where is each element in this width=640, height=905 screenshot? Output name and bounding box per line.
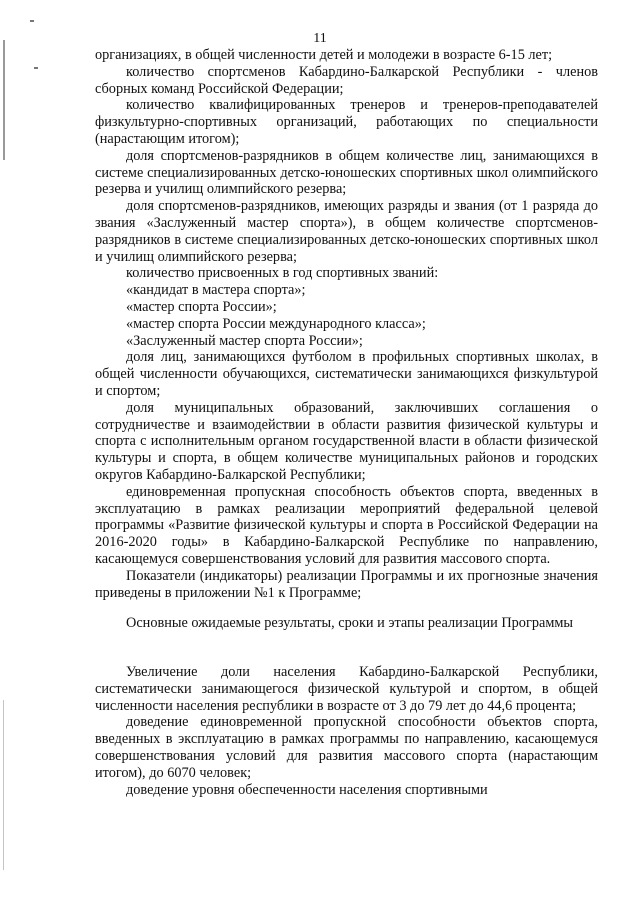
scan-mark — [30, 20, 34, 22]
paragraph: доля спортсменов-разрядников в общем количестве лиц, занимающихся в системе специализированных детско-юношеских спортивных школ олимпийского резерва и училищ олимпийского резерва; — [95, 147, 598, 198]
scan-edge-upper — [3, 40, 5, 160]
paragraph: доля спортсменов-разрядников, имеющих разряды и звания (от 1 разряда до звания «Заслуженный мастер спорта»), в общем количестве спортсменов-разрядников в системе специализированных детско-юношеских спортивных школ и училищ олимпийского резерва; — [95, 198, 598, 265]
list-item: «кандидат в мастера спорта»; — [126, 282, 306, 299]
section-heading: Основные ожидаемые результаты, сроки и этапы реализации Программы — [126, 615, 574, 632]
paragraph: количество присвоенных в год спортивных званий: — [126, 265, 439, 282]
paragraph: доведение уровня обеспеченности населения спортивными — [126, 781, 488, 798]
paragraph: доля муниципальных образований, заключивших соглашения о сотрудничестве и взаимодействии в области развития физической культуры и спорта с исполнительным органом государственной власти в области физической культуры и спорта, в общем количестве муниципальных районов и городских округов Кабардино-Балкарской Республики; — [95, 399, 598, 483]
page-number: 11 — [313, 31, 327, 46]
paragraph: организациях, в общей численности детей и молодежи в возрасте 6-15 лет; — [95, 47, 553, 63]
list-item: «мастер спорта России»; — [126, 298, 277, 315]
paragraph: доля лиц, занимающихся футболом в профильных спортивных школах, в общей численности обучающихся, систематически занимающихся физкультурой и спортом; — [95, 349, 598, 399]
paragraph: доведение единовременной пропускной способности объектов спорта, введенных в эксплуатацию в рамках программы по направлению, касающемуся совершенствования условий для развития массового спорта (нарастающим итогом), до 6070 человек; — [95, 714, 598, 781]
paragraph: Показатели (индикаторы) реализации Программы и их прогнозные значения приведены в приложении №1 к Программе; — [95, 567, 598, 601]
spacer — [95, 601, 598, 615]
paragraph: единовременная пропускная способность объектов спорта, введенных в эксплуатацию в рамках реализации мероприятий федеральной целевой программы «Развитие физической культуры и спорта в Российской Федерации на 2016-2020 годы» в Кабардино-Балкарской Республике по направлению, касающемуся совершенствования условий для развития массового спорта. — [95, 483, 598, 567]
paragraph: Увеличение доли населения Кабардино-Балкарской Республики, систематически занимающегося физической культурой и спортом, в общей численности населения республики в возрасте от 3 до 79 лет до 44,6 процента; — [95, 664, 598, 714]
list-item: «мастер спорта России международного класса»; — [126, 315, 426, 332]
paragraph: количество квалифицированных тренеров и тренеров-преподавателей физкультурно-спортивных организаций, работающих по специальности (нарастающим итогом); — [95, 97, 598, 147]
list-item: «Заслуженный мастер спорта России»; — [126, 332, 363, 349]
scan-edge-lower — [3, 700, 4, 870]
document-body — [95, 47, 598, 798]
scan-mark — [34, 67, 38, 69]
spacer — [95, 632, 598, 664]
paragraph: количество спортсменов Кабардино-Балкарской Республики - членов сборных команд Российской Федерации; — [95, 63, 598, 97]
